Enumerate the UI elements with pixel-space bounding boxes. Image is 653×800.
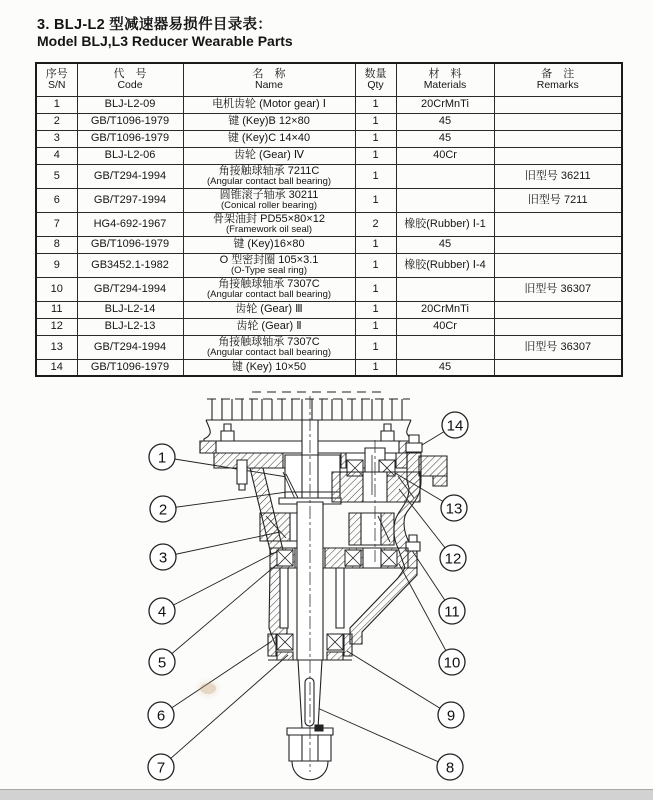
table-row: 7 HG4-692-1967 骨架油封 PD55×80×12 (Framework oil seal) 2 橡胶(Rubber) Ⅰ-1	[36, 212, 622, 236]
header-materials: 材 料 Materials	[396, 63, 494, 96]
table-row: 4 BLJ-L2-06 齿轮 (Gear) Ⅳ 1 40Cr	[36, 147, 622, 164]
callout-9	[438, 702, 464, 728]
callout-13	[441, 495, 467, 521]
header-qty: 数量 Qty	[355, 63, 396, 96]
header-code: 代 号 Code	[77, 63, 183, 96]
housing-floor	[270, 548, 408, 568]
table-row: 5 GB/T294-1994 角接触球轴承 7211C (Angular contact ball bearing) 1 旧型号 36211	[36, 164, 622, 188]
header-name: 名 称 Name	[183, 63, 355, 96]
callout-2	[150, 496, 176, 522]
svg-text:2: 2	[158, 501, 168, 519]
svg-text:1: 1	[157, 449, 167, 467]
svg-text:11: 11	[444, 603, 460, 621]
table-row: 3 GB/T1096-1979 键 (Key)C 14×40 1 45	[36, 130, 622, 147]
svg-text:4: 4	[157, 603, 167, 621]
callout-1	[149, 444, 175, 470]
table-row: 13 GB/T294-1994 角接触球轴承 7307C (Angular contact ball bearing) 1 旧型号 36307	[36, 335, 622, 359]
svg-text:14: 14	[446, 417, 464, 435]
table-row: 10 GB/T294-1994 角接触球轴承 7307C (Angular contact ball bearing) 1 旧型号 36307	[36, 277, 622, 301]
callout-14	[442, 412, 468, 438]
table-row: 6 GB/T297-1994 圆锥滚子轴承 30211 (Conical roller bearing) 1 旧型号 7211	[36, 188, 622, 212]
table-row: 8 GB/T1096-1979 键 (Key)16×80 1 45	[36, 236, 622, 253]
lower-bell	[268, 568, 417, 660]
callout-3	[150, 544, 176, 570]
svg-text:3: 3	[158, 549, 168, 567]
table-row: 11 BLJ-L2-14 齿轮 (Gear) Ⅲ 1 20CrMnTi	[36, 301, 622, 318]
svg-text:7: 7	[156, 759, 166, 777]
header-sn: 序号 S/N	[36, 63, 77, 96]
svg-text:6: 6	[156, 707, 166, 725]
page-subtitle: Model BLJ,L3 Reducer Wearable Parts	[37, 33, 293, 49]
callout-8	[437, 754, 463, 780]
table-header-row	[36, 63, 622, 96]
svg-text:12: 12	[444, 550, 462, 568]
svg-text:9: 9	[446, 707, 456, 725]
callout-10	[439, 649, 465, 675]
header-remarks: 备 注 Remarks	[494, 63, 622, 96]
svg-text:5: 5	[157, 654, 167, 672]
table-row: 2 GB/T1096-1979 键 (Key)B 12×80 1 45	[36, 113, 622, 130]
page-title: 3. BLJ-L2 型减速器易损件目录表：	[37, 17, 273, 33]
callout-6	[148, 702, 174, 728]
svg-text:10: 10	[443, 654, 461, 672]
reducer-cross-section-diagram	[0, 383, 653, 800]
callout-5	[149, 649, 175, 675]
callout-7	[148, 754, 174, 780]
scan-smudge	[200, 683, 216, 694]
table-row: 1 BLJ-L2-09 电机齿轮 (Motor gear) Ⅰ 1 20CrMnTi	[36, 96, 622, 113]
callout-11	[439, 598, 465, 624]
callout-4	[149, 598, 175, 624]
callout-12	[440, 545, 466, 571]
wearable-parts-table	[35, 62, 623, 377]
svg-text:8: 8	[445, 759, 455, 777]
scan-edge-band	[0, 789, 653, 800]
table-row: 9 GB3452.1-1982 O 型密封圈 105×3.1 (O-Type seal ring) 1 橡胶(Rubber) Ⅰ-4	[36, 253, 622, 277]
table-row: 14 GB/T1096-1979 键 (Key) 10×50 1 45	[36, 359, 622, 376]
svg-text:13: 13	[445, 500, 463, 518]
table-row: 12 BLJ-L2-13 齿轮 (Gear) Ⅱ 1 40Cr	[36, 318, 622, 335]
